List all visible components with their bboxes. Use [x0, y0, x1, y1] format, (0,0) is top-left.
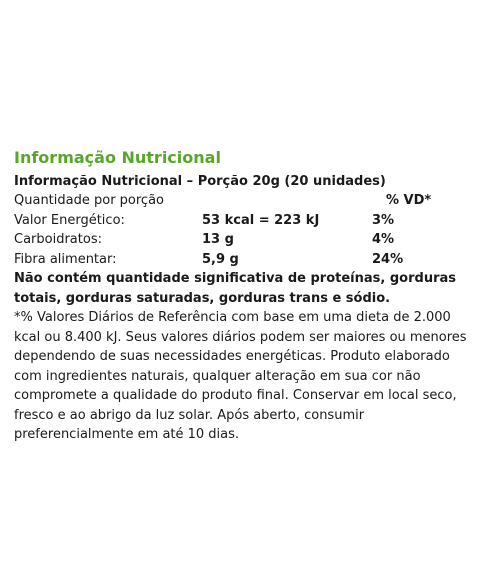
nutrient-vd: 24%	[372, 251, 404, 267]
nutrient-label: Valor Energético:	[14, 212, 125, 228]
nutrient-amount: 13 g	[202, 232, 234, 247]
nutrient-row-energy	[14, 211, 469, 231]
not-significant-note: Não contém quantidade significativa de proteínas, gorduras totais, gorduras saturadas, gorduras trans e sódio.	[14, 271, 456, 306]
nutrient-label: Carboidratos:	[14, 232, 102, 247]
header-row	[14, 191, 469, 211]
quantity-header: Quantidade por porção	[14, 193, 165, 208]
nutrient-amount: 53 kcal = 223 kJ	[202, 212, 320, 228]
nutrient-amount: 5,9 g	[202, 251, 239, 267]
nutrient-vd: 3%	[372, 212, 395, 228]
serving-subtitle: Informação Nutricional – Porção 20g (20 unidades)	[14, 174, 386, 189]
nutrient-row-fiber	[14, 250, 469, 270]
vd-header: % VD*	[386, 193, 432, 208]
reference-note: *% Valores Diários de Referência com base em uma dieta de 2.000 kcal ou 8.400 kJ. Seus valores diários podem ser maiores ou menores dependendo de suas necessidades energéticas. Produto elaborado com ingredientes naturais, qualquer alteração em sua cor não compromete a qualidade do produto final. Conservar em local seco, fresco e ao abrigo da luz solar. Após aberto, consumir preferencialmente em até 10 dias.	[14, 310, 467, 442]
nutrition-panel	[14, 148, 469, 445]
nutrient-vd: 4%	[372, 232, 395, 247]
panel-title: Informação Nutricional	[14, 148, 221, 167]
nutrient-row-carbs	[14, 230, 469, 250]
nutrient-label: Fibra alimentar:	[14, 251, 117, 267]
